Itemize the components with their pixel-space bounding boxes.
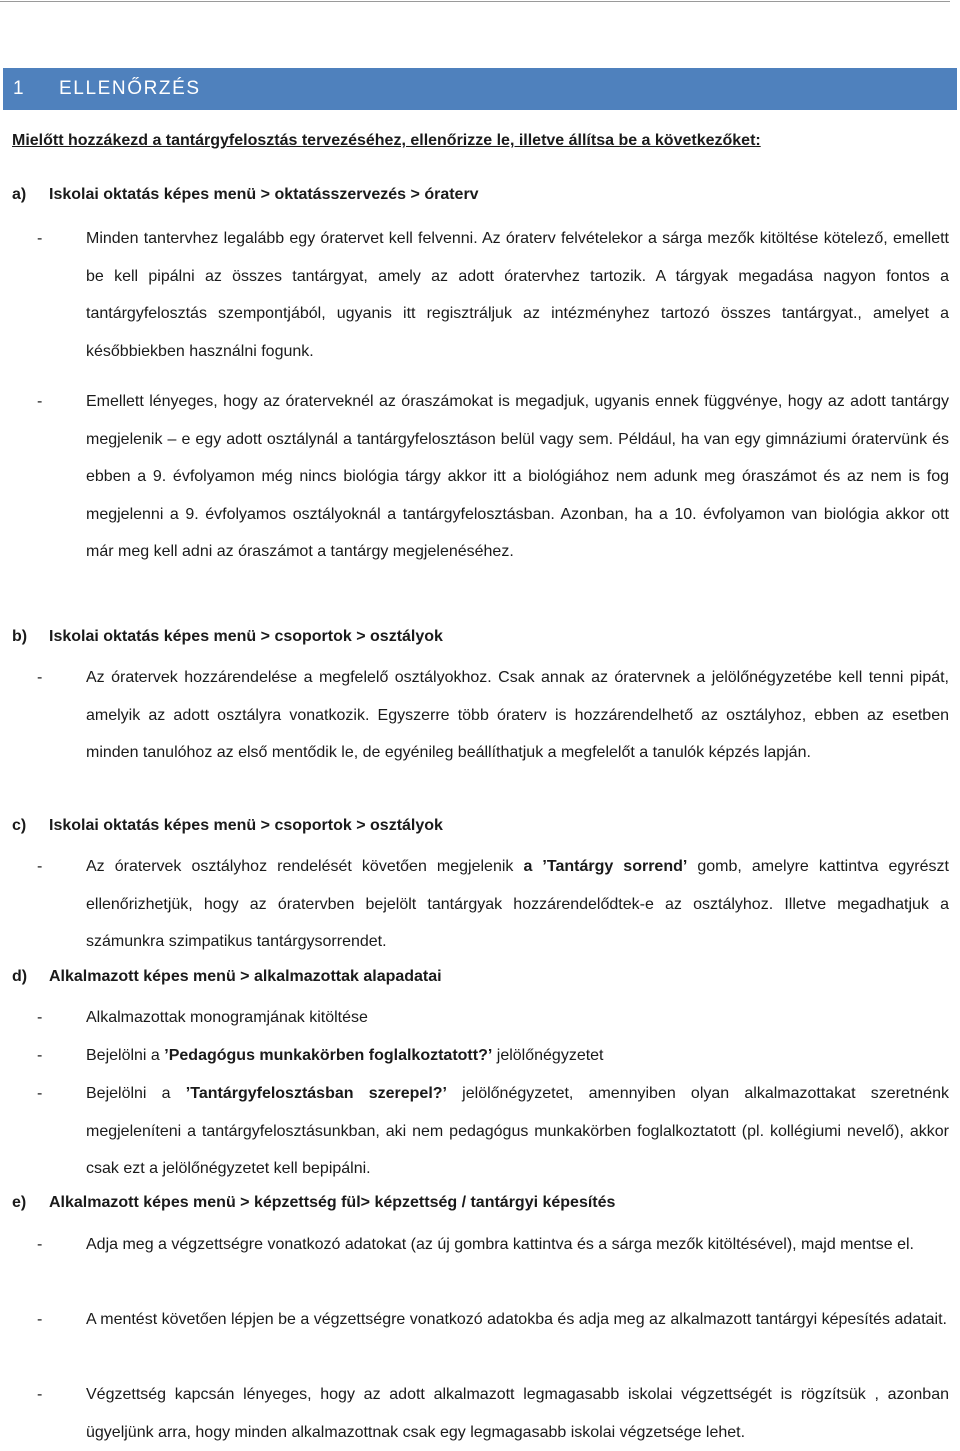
list-item [37,1226,949,1264]
list-item [37,220,949,370]
list-item-text: Az óratervek osztályhoz rendelését követően megjelenik a ’Tantárgy sorrend’ gomb, amelyre kattintva egyrészt ellenőrizhetjük, hogy az óratervben bejelölt tantárgyak hozzárendelődtek-e az osztályhoz. Illetve megadhatjuk a számunkra szimpatikus tantárgysorrendet. [86,858,949,950]
section-a-title [12,186,479,204]
list-item-text: Alkalmazottak monogramjának kitöltése [86,1009,368,1026]
section-heading [3,68,957,110]
dash-bullet: - [37,1047,43,1064]
tantargyfelosztas-checkbox-label: ’Tantárgyfelosztásban szerepel?’ [185,1085,447,1102]
section-d-title [12,968,442,986]
section-b-title [12,628,443,646]
section-path: Alkalmazott képes menü > alkalmazottak alapadatai [49,968,442,985]
section-label: a) [12,186,27,203]
list-item [37,1301,949,1339]
dash-bullet: - [37,1311,43,1328]
dash-bullet: - [37,858,43,875]
list-item-text: Bejelölni a ’Tantárgyfelosztásban szerepel?’ jelölőnégyzetet, amennyiben olyan alkalmazottakat szeretnénk megjeleníteni a tantárgyfelosztásunkban, aki nem pedagógus munkakörben foglalkoztatott (pl. kollégiumi nevelő), akkor csak ezt a jelölőnégyzetet kell bepipálni. [86,1085,949,1177]
section-path: Iskolai oktatás képes menü > csoportok > osztályok [49,817,443,834]
section-path: Alkalmazott képes menü > képzettség fül> képzettség / tantárgyi képesítés [49,1194,616,1211]
list-item [37,659,949,772]
list-item [37,848,949,961]
dash-bullet: - [37,1386,43,1403]
section-label: b) [12,628,28,645]
dash-bullet: - [37,393,43,410]
list-item [37,999,949,1037]
list-item-text: Minden tantervhez legalább egy óratervet kell felvenni. Az óraterv felvételekor a sárga mezők kitöltése kötelező, emellett be kell pipálni az összes tantárgyat, amely az adott óratervhez tartozik. A tárgyak megadása nagyon fontos a tantárgyfelosztás szempontjából, ugyanis itt regisztráljuk az intézményhez tartozó összes tantárgyat., amelyet a későbbiekben használni fogunk. [86,230,949,360]
list-item [37,1075,949,1188]
dash-bullet: - [37,669,43,686]
list-item-text: Emellett lényeges, hogy az óraterveknél az óraszámokat is megadjuk, ugyanis ennek függvénye, hogy az adott tantárgy megjelenik – e egy adott osztálynál a tantárgyfelosztáson belül vagy sem. Például, ha van egy gimnáziumi óratervünk és ebben a 9. évfolyamon még nincs biológia tárgy akkor itt a biológiához nem adunk meg óraszámot és az nem is fog megjelenni a 9. évfolyamos osztályoknál a tantárgyfelosztásban. Azonban, ha a 10. évfolyamon van biológia akkor ott már meg kell adni az óraszámot a tantárgy megjelenéséhez. [86,393,949,560]
list-item-text: A mentést követően lépjen be a végzettségre vonatkozó adatokba és adja meg az alkalmazott tantárgyi képesítés adatait. [86,1311,947,1328]
list-item [37,1037,949,1075]
list-item-text: Bejelölni a ’Pedagógus munkakörben foglalkoztatott?’ jelölőnégyzetet [86,1047,604,1064]
section-c-title [12,817,443,835]
dash-bullet: - [37,230,43,247]
heading-number: 1 [13,78,26,99]
dash-bullet: - [37,1085,43,1102]
pedagogus-checkbox-label: ’Pedagógus munkakörben foglalkoztatott?’ [164,1047,493,1064]
section-e-title [12,1194,615,1212]
section-path: Iskolai oktatás képes menü > csoportok > osztályok [49,628,443,645]
intro-text: Mielőtt hozzákezd a tantárgyfelosztás tervezéséhez, ellenőrizze le, illetve állítsa be a következőket: [12,132,761,149]
section-label: c) [12,817,27,834]
section-path: Iskolai oktatás képes menü > oktatásszervezés > óraterv [49,186,479,203]
list-item [37,383,949,571]
list-item-text: Az óratervek hozzárendelése a megfelelő osztályokhoz. Csak annak az óratervnek a jelölőnégyzetébe kell tenni pipát, amelyik az adott osztályra vonatkozik. Egyszerre több óraterv is hozzárendelhető az osztályhoz, ebben az esetben minden tanulóhoz az első mentődik le, de egyénileg beállíthatjuk a megfelelőt a tanulók képzés lapján. [86,669,949,761]
top-divider-line [0,1,950,2]
tantargy-sorrend-label: a ’Tantárgy sorrend’ [523,858,688,875]
heading-title: ELLENŐRZÉS [59,78,201,99]
dash-bullet: - [37,1236,43,1253]
list-item-text: Adja meg a végzettségre vonatkozó adatokat (az új gombra kattintva és a sárga mezők kitöltésével), majd mentse el. [86,1236,914,1253]
section-label: e) [12,1194,27,1211]
dash-bullet: - [37,1009,43,1026]
section-label: d) [12,968,28,985]
list-item-text: Végzettség kapcsán lényeges, hogy az adott alkalmazott legmagasabb iskolai végzettségét is rögzítsük , azonban ügyeljünk arra, hogy minden alkalmazottnak csak egy legmagasabb iskolai végzetsége lehet. [86,1386,949,1441]
list-item [37,1376,949,1451]
